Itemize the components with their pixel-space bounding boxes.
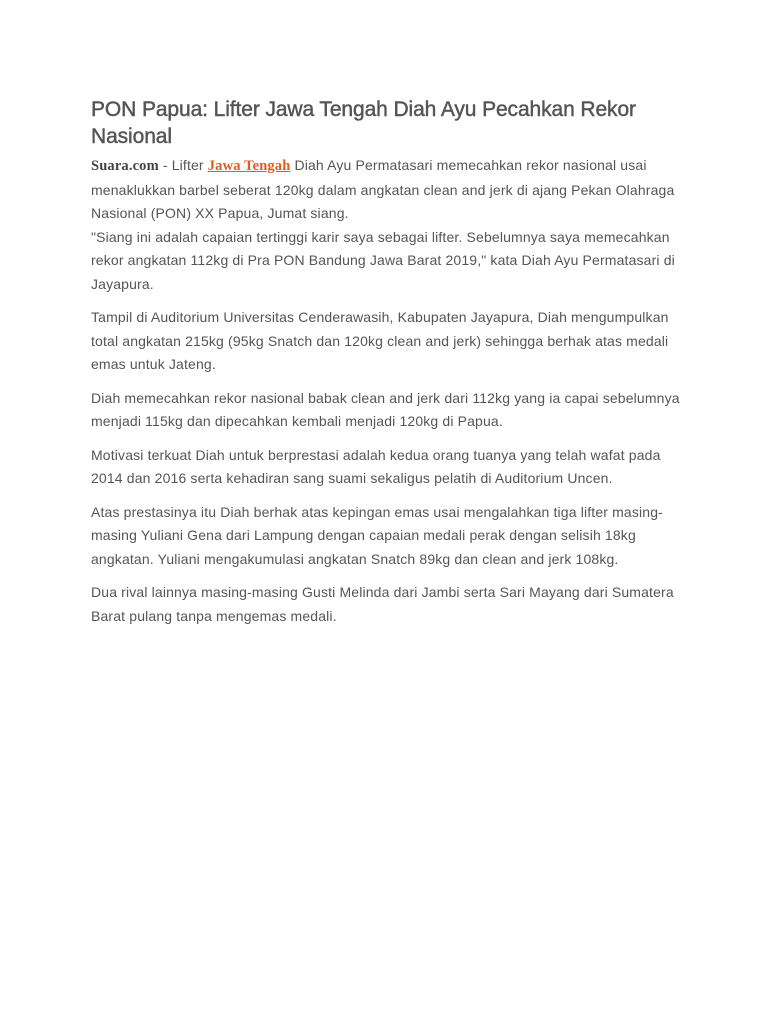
tag-link-jawa-tengah[interactable]: Jawa Tengah bbox=[207, 158, 291, 174]
article-title: PON Papua: Lifter Jawa Tengah Diah Ayu Pecahkan Rekor Nasional bbox=[91, 98, 636, 148]
paragraph: Motivasi terkuat Diah untuk berprestasi adalah kedua orang tuanya yang telah wafat pada 2014 dan 2016 serta kehadiran sang suami sekaligus pelatih di Auditorium Uncen. bbox=[91, 446, 661, 486]
paragraph: Tampil di Auditorium Universitas Cenderawasih, Kabupaten Jayapura, Diah mengumpulkan total angkatan 215kg (95kg Snatch dan 120kg clean and jerk) sehingga berhak atas medali emas untuk Jateng. bbox=[91, 309, 669, 372]
lead-text: Diah Ayu Permatasari memecahkan rekor nasional usai menaklukkan barbel seberat 120kg dalam angkatan clean and jerk di ajang Pekan Olahraga Nasional (PON) XX Papua, Jumat siang. bbox=[91, 157, 675, 221]
article-lead bbox=[91, 154, 681, 296]
paragraph: Dua rival lainnya masing-masing Gusti Melinda dari Jambi serta Sari Mayang dari Sumatera Barat pulang tanpa mengemas medali. bbox=[91, 584, 674, 624]
article bbox=[91, 96, 681, 638]
paragraph: Atas prestasinya itu Diah berhak atas kepingan emas usai mengalahkan tiga lifter masing-masing Yuliani Gena dari Lampung dengan capaian medali perak dengan selisih 18kg angkatan. Yuliani mengakumulasi angkatan Snatch 89kg dan clean and jerk 108kg. bbox=[91, 503, 663, 567]
lead-prefix: - Lifter bbox=[158, 157, 208, 173]
paragraph: Diah memecahkan rekor nasional babak clean and jerk dari 112kg yang ia capai sebelumnya menjadi 115kg dan dipecahkan kembali menjadi 120kg di Papua. bbox=[91, 389, 680, 429]
source-name: Suara.com bbox=[91, 158, 159, 174]
quote-text: "Siang ini adalah capaian tertinggi karir saya sebagai lifter. Sebelumnya saya memecahkan rekor angkatan 112kg di Pra PON Bandung Jawa Barat 2019," kata Diah Ayu Permatasari di Jayapura. bbox=[91, 228, 675, 292]
